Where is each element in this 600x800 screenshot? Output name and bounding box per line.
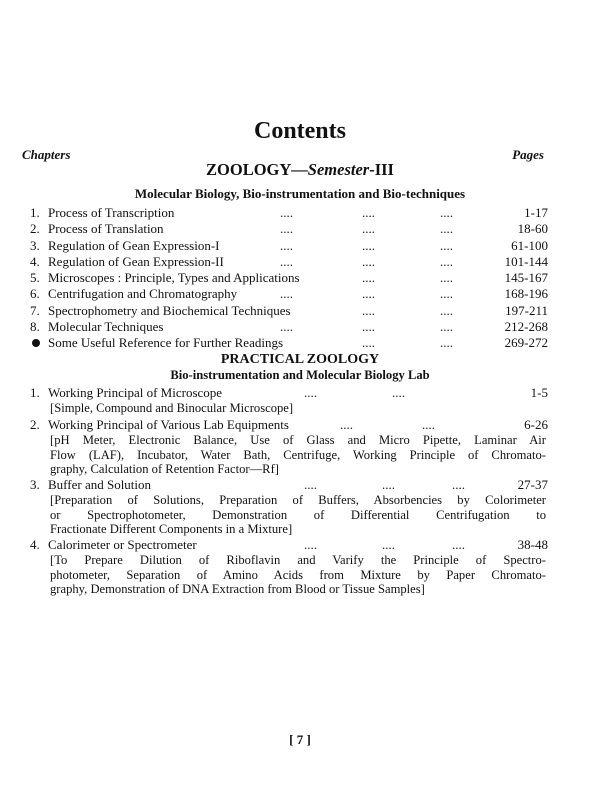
chapters-header: Chapters: [22, 147, 71, 162]
toc-row: 1. Process of Transcription .... .... .... 1-17: [30, 205, 548, 220]
section1-list: [22, 205, 548, 352]
practical-item: 4. Calorimeter or Spectrometer .... .... .... 38-48 [To Prepare Dilution of Riboflavin and Varify the Principle of Spectro- photometer, Separation of Amino Acids from Mixture by Paper Chromato- graphy, Demonstration of DNA Extraction from Blood or Tissue Samples]: [30, 537, 548, 596]
toc-row: 6. Centrifugation and Chromatography .... .... .... 168-196: [30, 286, 548, 302]
toc-row: 4. Regulation of Gean Expression-II .... .... .... 101-144: [30, 253, 548, 269]
toc-row: 3. Regulation of Gean Expression-I .... .... .... 61-100: [30, 237, 548, 253]
practical-item: 1. Working Principal of Microscope .... .... 1-5 [Simple, Compound and Binocular Microscope]: [30, 385, 548, 415]
practical-title: PRACTICAL ZOOLOGY: [220, 352, 380, 367]
bullet-icon: [32, 339, 40, 347]
pages-header: Pages: [512, 147, 544, 162]
toc-row: 8. Molecular Techniques .... .... .... 212-268: [30, 319, 548, 335]
toc-row: 2. Process of Translation .... .... .... 18-60: [30, 221, 548, 237]
toc-row: 7. Spectrophometry and Biochemical Techniques .... .... 197-211: [30, 302, 548, 318]
semester-heading: ZOOLOGY—Semester-III: [206, 160, 394, 179]
toc-row: 5. Microscopes : Principle, Types and Applications .... .... 145-167: [30, 270, 548, 286]
page-title: Contents: [253, 118, 346, 144]
practical-item: 3. Buffer and Solution .... .... .... 27-37 [Preparation of Solutions, Preparation of Buffers, Absorbencies by Colorimeter or Spectrophotometer, Demonstration of Differential Centrifugation to Fractionate Different Components in a Mixture]: [30, 477, 548, 536]
page-number: [ 7 ]: [289, 732, 311, 747]
practical-item: 2. Working Principal of Various Lab Equipments .... .... 6-26 [pH Meter, Electronic Balance, Use of Glass and Micro Pipette, Laminar Air Flow (LAF), Incubator, Water Bath, Centrifuge, Working Principle of Chromato- graphy, Calculation of Retention Factor—Rf]: [30, 417, 548, 476]
practical-subtitle: Bio-instrumentation and Molecular Biology Lab: [170, 368, 430, 382]
section1-title: Molecular Biology, Bio-instrumentation and Bio-techniques: [134, 186, 466, 201]
toc-row: Some Useful Reference for Further Readings .... .... 269-272: [22, 335, 548, 351]
